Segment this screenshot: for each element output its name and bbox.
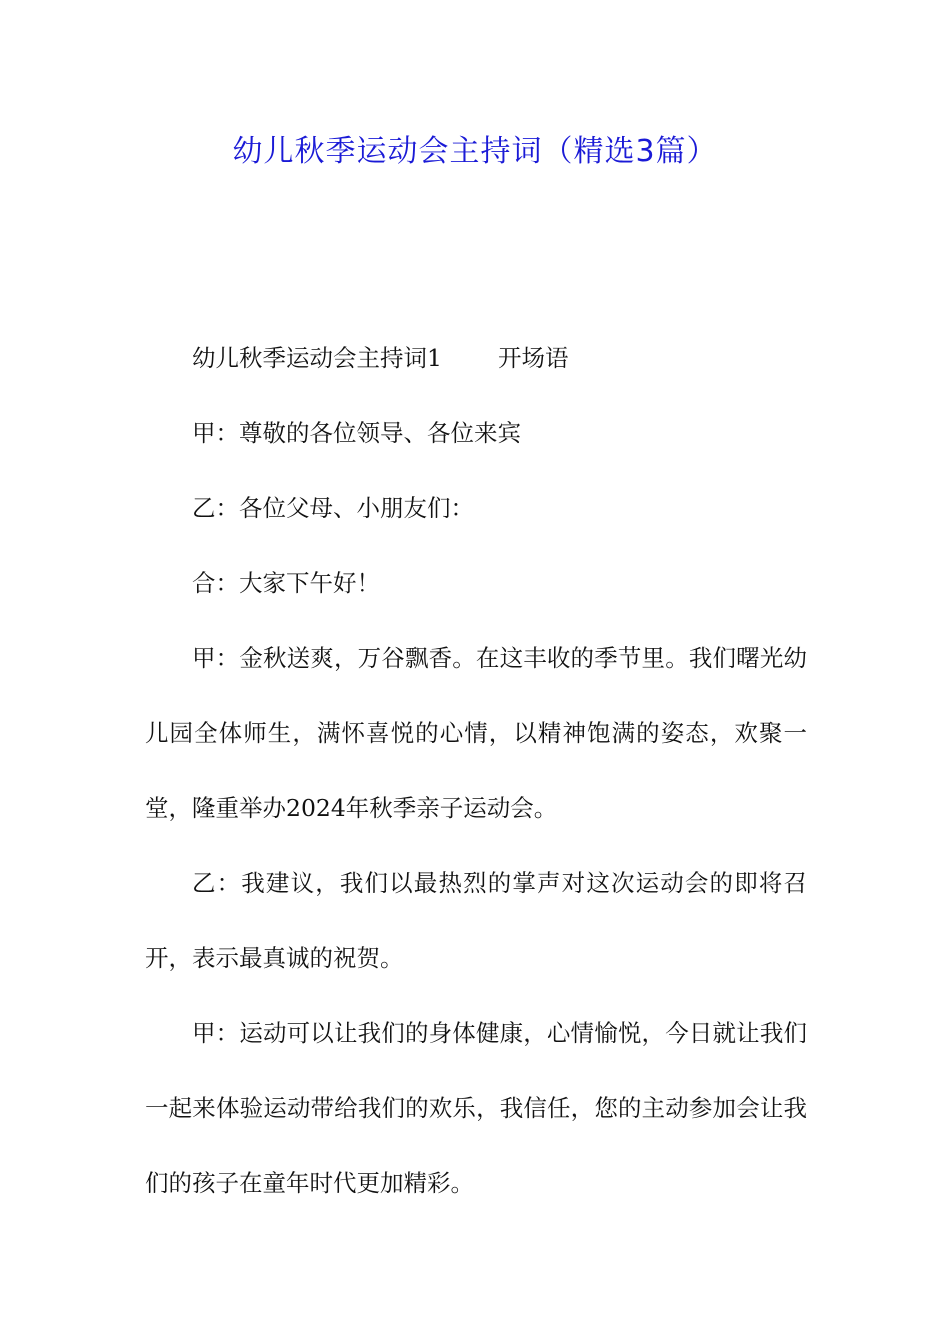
paragraph-6: 甲：运动可以让我们的身体健康，心情愉悦，今日就让我们一起来体验运动带给我们的欢乐，我信任，您的主动参加会让我们的孩子在童年时代更加精彩。: [145, 1019, 807, 1197]
paragraph-4: 甲：金秋送爽，万谷飘香。在这丰收的季节里。我们曙光幼儿园全体师生，满怀喜悦的心情，以精神饱满的姿态，欢聚一堂，隆重举办2024年秋季亲子运动会。: [145, 644, 807, 822]
section-heading-line: [145, 321, 807, 396]
paragraph-1: 甲：尊敬的各位领导、各位来宾: [192, 419, 521, 447]
paragraph-2: 乙：各位父母、小朋友们：: [192, 494, 474, 522]
section-heading: 幼儿秋季运动会主持词1: [192, 344, 442, 372]
paragraph-3: 合：大家下午好！: [192, 569, 380, 597]
paragraph-5: 乙：我建议，我们以最热烈的掌声对这次运动会的即将召开，表示最真诚的祝贺。: [145, 869, 807, 972]
section-subheading: 开场语: [497, 344, 569, 372]
document-title: 幼儿秋季运动会主持词（精选3篇）: [232, 134, 718, 169]
document-body: [145, 321, 807, 1221]
